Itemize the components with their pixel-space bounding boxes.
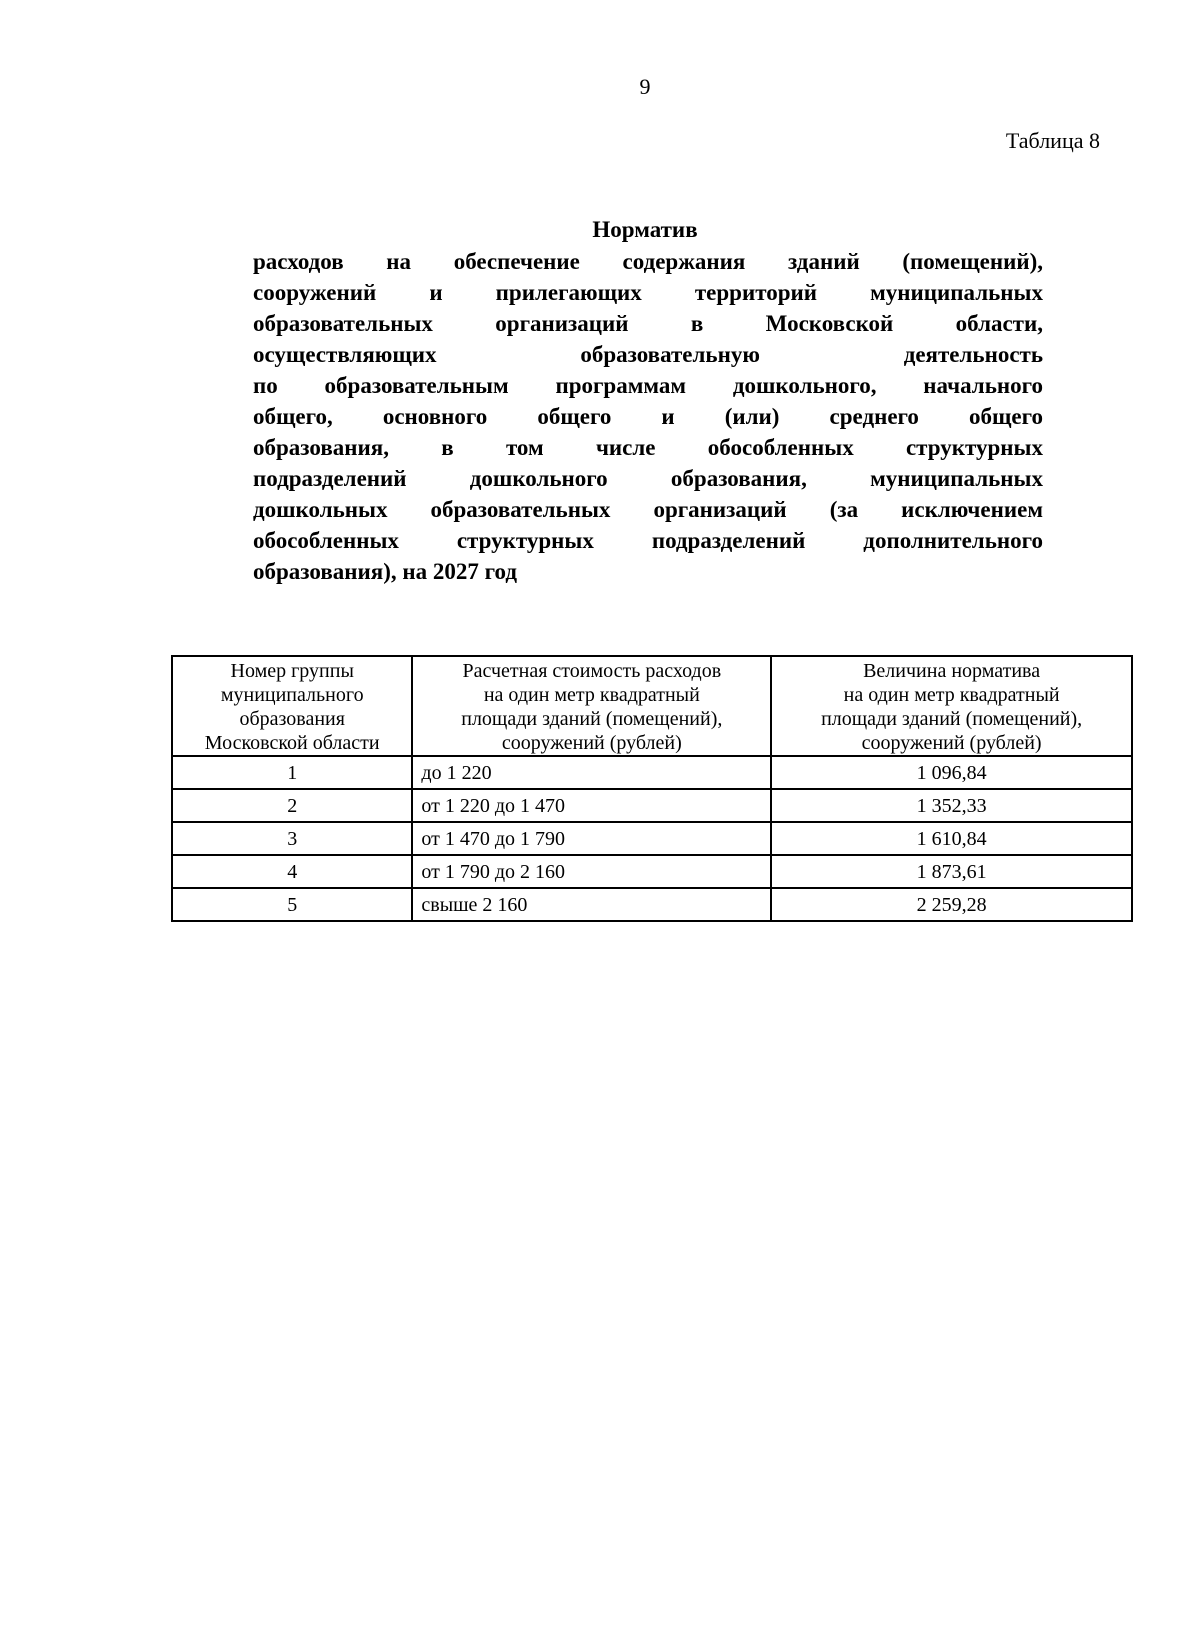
header-line: на один метр квадратный xyxy=(483,684,700,706)
cell-group-number: 1 xyxy=(172,756,412,789)
header-line: площади зданий (помещений), xyxy=(821,708,1083,730)
title-line: подразделений дошкольного образования, муниципальных xyxy=(253,466,1043,491)
table-row xyxy=(172,888,1132,921)
header-line: на один метр квадратный xyxy=(843,684,1060,706)
title-line: образовательных организаций в Московской области, xyxy=(253,311,1043,336)
header-norm-value xyxy=(771,656,1132,756)
title-line: образования), на 2027 год xyxy=(253,559,517,584)
table-header-row xyxy=(172,656,1132,756)
header-line: сооружений (рублей) xyxy=(861,732,1042,754)
cell-group-number: 5 xyxy=(172,888,412,921)
cell-cost-range: от 1 470 до 1 790 xyxy=(412,822,771,855)
cell-cost-range: свыше 2 160 xyxy=(412,888,771,921)
table-row xyxy=(172,822,1132,855)
cell-cost-range: от 1 790 до 2 160 xyxy=(412,855,771,888)
title-line: общего, основного общего и (или) среднего общего xyxy=(253,404,1043,429)
table-row xyxy=(172,855,1132,888)
title-line: дошкольных образовательных организаций (за исключением xyxy=(253,497,1043,522)
cell-cost-range: от 1 220 до 1 470 xyxy=(412,789,771,822)
table-row xyxy=(172,789,1132,822)
cell-group-number: 4 xyxy=(172,855,412,888)
header-line: муниципального xyxy=(220,684,364,706)
cell-norm-value: 1 352,33 xyxy=(771,789,1132,822)
title-line: по образовательным программам дошкольного, начального xyxy=(253,373,1043,398)
cell-group-number: 2 xyxy=(172,789,412,822)
table-row xyxy=(172,756,1132,789)
title-line: обособленных структурных подразделений дополнительного xyxy=(253,528,1043,553)
document-title xyxy=(253,246,1043,587)
header-line: Расчетная стоимость расходов xyxy=(462,660,722,682)
header-line: образования xyxy=(239,708,345,730)
header-line: Московской области xyxy=(204,732,380,754)
cell-norm-value: 1 610,84 xyxy=(771,822,1132,855)
header-line: сооружений (рублей) xyxy=(501,732,682,754)
cell-norm-value: 1 096,84 xyxy=(771,756,1132,789)
cell-norm-value: 1 873,61 xyxy=(771,855,1132,888)
header-line: Номер группы xyxy=(230,660,354,682)
cell-group-number: 3 xyxy=(172,822,412,855)
header-group-number xyxy=(172,656,412,756)
title-line: сооружений и прилегающих территорий муниципальных xyxy=(253,280,1043,305)
title-line: расходов на обеспечение содержания зданий (помещений), xyxy=(253,249,1043,274)
header-estimated-cost xyxy=(412,656,771,756)
document-heading: Норматив xyxy=(592,217,698,242)
page-number: 9 xyxy=(639,74,651,99)
title-line: осуществляющих образовательную деятельность xyxy=(253,342,1043,367)
header-line: Величина норматива xyxy=(863,660,1041,682)
title-line: образования, в том числе обособленных структурных xyxy=(253,435,1043,460)
norm-table xyxy=(171,655,1133,922)
table-label: Таблица 8 xyxy=(1005,128,1100,153)
header-line: площади зданий (помещений), xyxy=(461,708,723,730)
cell-cost-range: до 1 220 xyxy=(412,756,771,789)
cell-norm-value: 2 259,28 xyxy=(771,888,1132,921)
